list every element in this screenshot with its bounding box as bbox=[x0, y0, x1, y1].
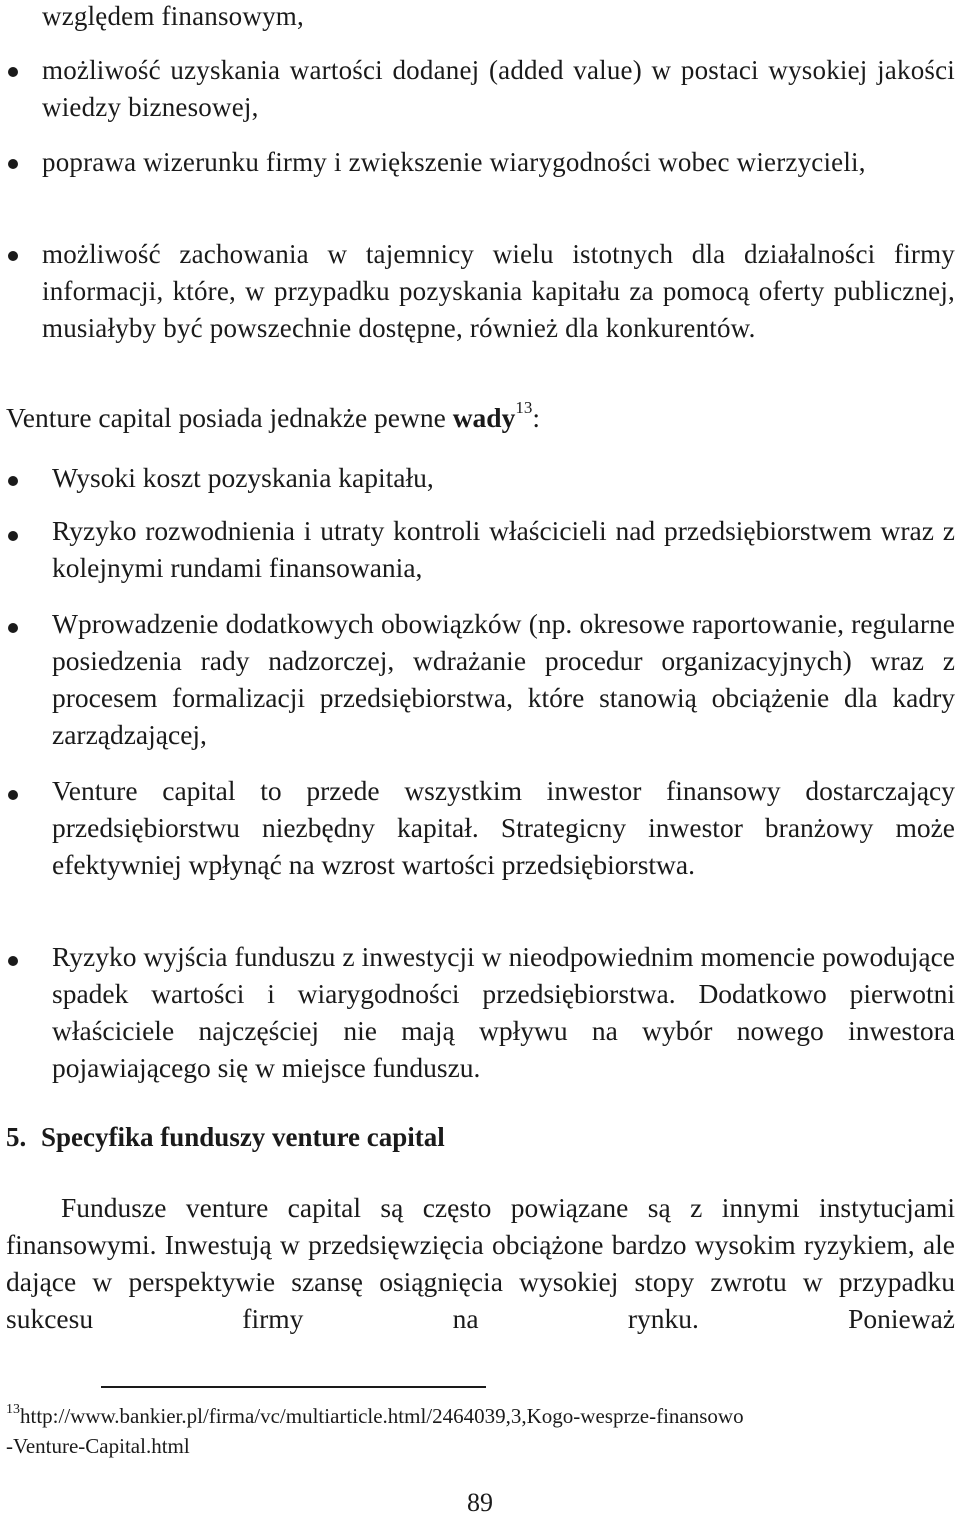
footnote-marker: 13 bbox=[6, 1402, 20, 1417]
bullet-icon bbox=[8, 790, 18, 800]
bullet-icon bbox=[8, 531, 18, 541]
disadvantage-item: Ryzyko wyjścia funduszu z inwestycji w nieodpowiednim momencie powodujące spadek wartości i wiarygodności przedsiębiorstwa. Dodatkowo pierwotni właściciele najczęściej nie mają wpływu na wybór nowego inwestora pojawiającego się w miejsce funduszu. bbox=[52, 941, 955, 1083]
advantage-item: poprawa wizerunku firmy i zwiększenie wiarygodności wobec wierzycieli, bbox=[42, 147, 866, 177]
intro-bold-word: wady bbox=[452, 402, 516, 433]
disadvantage-item: Wysoki koszt pozyskania kapitału, bbox=[52, 462, 434, 493]
bullet-icon bbox=[8, 67, 18, 77]
disadvantage-item: Ryzyko rozwodnienia i utraty kontroli właścicieli nad przedsiębiorstwem wraz z kolejnymi rundami finansowania, bbox=[52, 515, 955, 583]
intro-text: Venture capital posiada jednakże pewne bbox=[6, 402, 446, 433]
section-title: Specyfika funduszy venture capital bbox=[41, 1122, 445, 1152]
bullet-icon bbox=[8, 956, 18, 966]
footnote-link-continuation[interactable]: -Venture-Capital.html bbox=[6, 1434, 190, 1458]
disadvantages-intro bbox=[6, 399, 946, 436]
footnote-reference: 13 bbox=[515, 398, 533, 417]
bullet-icon bbox=[8, 251, 18, 261]
section-heading bbox=[6, 1122, 445, 1153]
intro-colon: : bbox=[532, 402, 540, 433]
footnote-separator bbox=[101, 1386, 486, 1388]
disadvantage-item: Wprowadzenie dodatkowych obowiązków (np. okresowe raportowanie, regularne posiedzenia rady nadzorczej, wdrażanie procedur organizacyjnych) wraz z procesem formalizacji przedsiębiorstwa, które stanowią obciążenie dla kadry zarządzającej, bbox=[52, 608, 955, 750]
disadvantage-item: Venture capital to przede wszystkim inwestor finansowy dostarczający przedsiębiorstwu niezbędny kapitał. Strategicny inwestor branżowy może efektywniej wpłynąć na wzrost wartości przedsiębiorstwa. bbox=[52, 775, 955, 880]
bullet-icon bbox=[8, 623, 18, 633]
page-number: 89 bbox=[467, 1488, 493, 1517]
advantage-item: możliwość zachowania w tajemnicy wielu istotnych dla działalności firmy informacji, które, w przypadku pozyskania kapitału za pomocą oferty publicznej, musiałyby być powszechnie dostępne, również dla konkurentów. bbox=[42, 239, 955, 343]
advantage-item: możliwość uzyskania wartości dodanej (added value) w postaci wysokiej jakości wiedzy biznesowej, bbox=[42, 55, 955, 122]
continuation-text: względem finansowym, bbox=[42, 1, 304, 31]
footnote-link[interactable]: http://www.bankier.pl/firma/vc/multiarticle.html/2464039,3,Kogo-wesprze-finansowo bbox=[20, 1404, 744, 1428]
bullet-icon bbox=[8, 476, 18, 486]
section-number: 5. bbox=[6, 1122, 27, 1152]
footnote bbox=[6, 1401, 956, 1461]
bullet-icon bbox=[8, 159, 18, 169]
body-paragraph: Fundusze venture capital są często powiązane są z innymi instytucjami finansowymi. Inwestują w przedsięwzięcia obciążone bardzo wysokim ryzykiem, ale dające w perspektywie szansę osiągnięcia wysokiej stopy zwrotu w przypadku sukcesu firmy na rynku. Ponieważ bbox=[6, 1192, 955, 1334]
